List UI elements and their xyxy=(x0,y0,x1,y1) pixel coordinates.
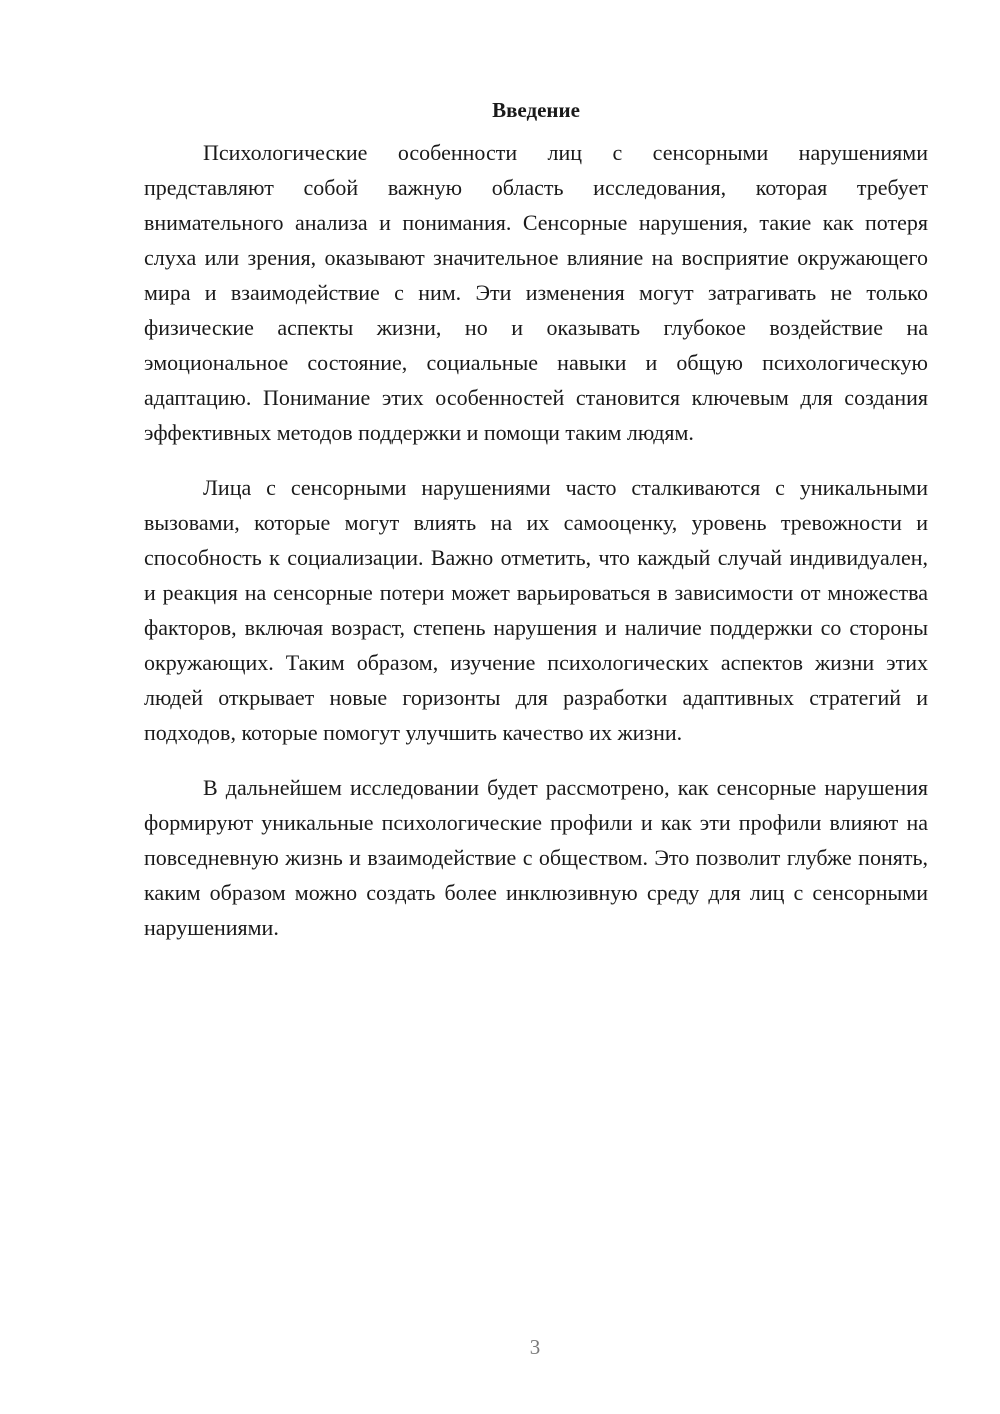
paragraph-2: Лица с сенсорными нарушениями часто сталкиваются с уникальными вызовами, которые могут влиять на их самооценку, уровень тревожности и способность к социализации. Важно отметить, что каждый случай индивидуален, и реакция на сенсорные потери может варьироваться в зависимости от множества факторов, включая возраст, степень нарушения и наличие поддержки со стороны окружающих. Таким образом, изучение психологических аспектов жизни этих людей открывает новые горизонты для разработки адаптивных стратегий и подходов, которые помогут улучшить качество их жизни. xyxy=(144,475,928,745)
page-number-footer xyxy=(0,1333,1000,1361)
paragraph-3: В дальнейшем исследовании будет рассмотрено, как сенсорные нарушения формируют уникальные психологические профили и как эти профили влияют на повседневную жизнь и взаимодействие с обществом. Это позволит глубже понять, каким образом можно создать более инклюзивную среду для лиц с сенсорными нарушениями. xyxy=(144,775,928,940)
page-content xyxy=(144,95,928,965)
section-heading: Введение xyxy=(492,98,580,122)
page-number: 3 xyxy=(529,1335,541,1359)
paragraph-1: Психологические особенности лиц с сенсорными нарушениями представляют собой важную область исследования, которая требует внимательного анализа и понимания. Сенсорные нарушения, такие как потеря слуха или зрения, оказывают значительное влияние на восприятие окружающего мира и взаимодействие с ним. Эти изменения могут затрагивать не только физические аспекты жизни, но и оказывать глубокое воздействие на эмоциональное состояние, социальные навыки и общую психологическую адаптацию. Понимание этих особенностей становится ключевым для создания эффективных методов поддержки и помощи таким людям. xyxy=(144,140,928,445)
